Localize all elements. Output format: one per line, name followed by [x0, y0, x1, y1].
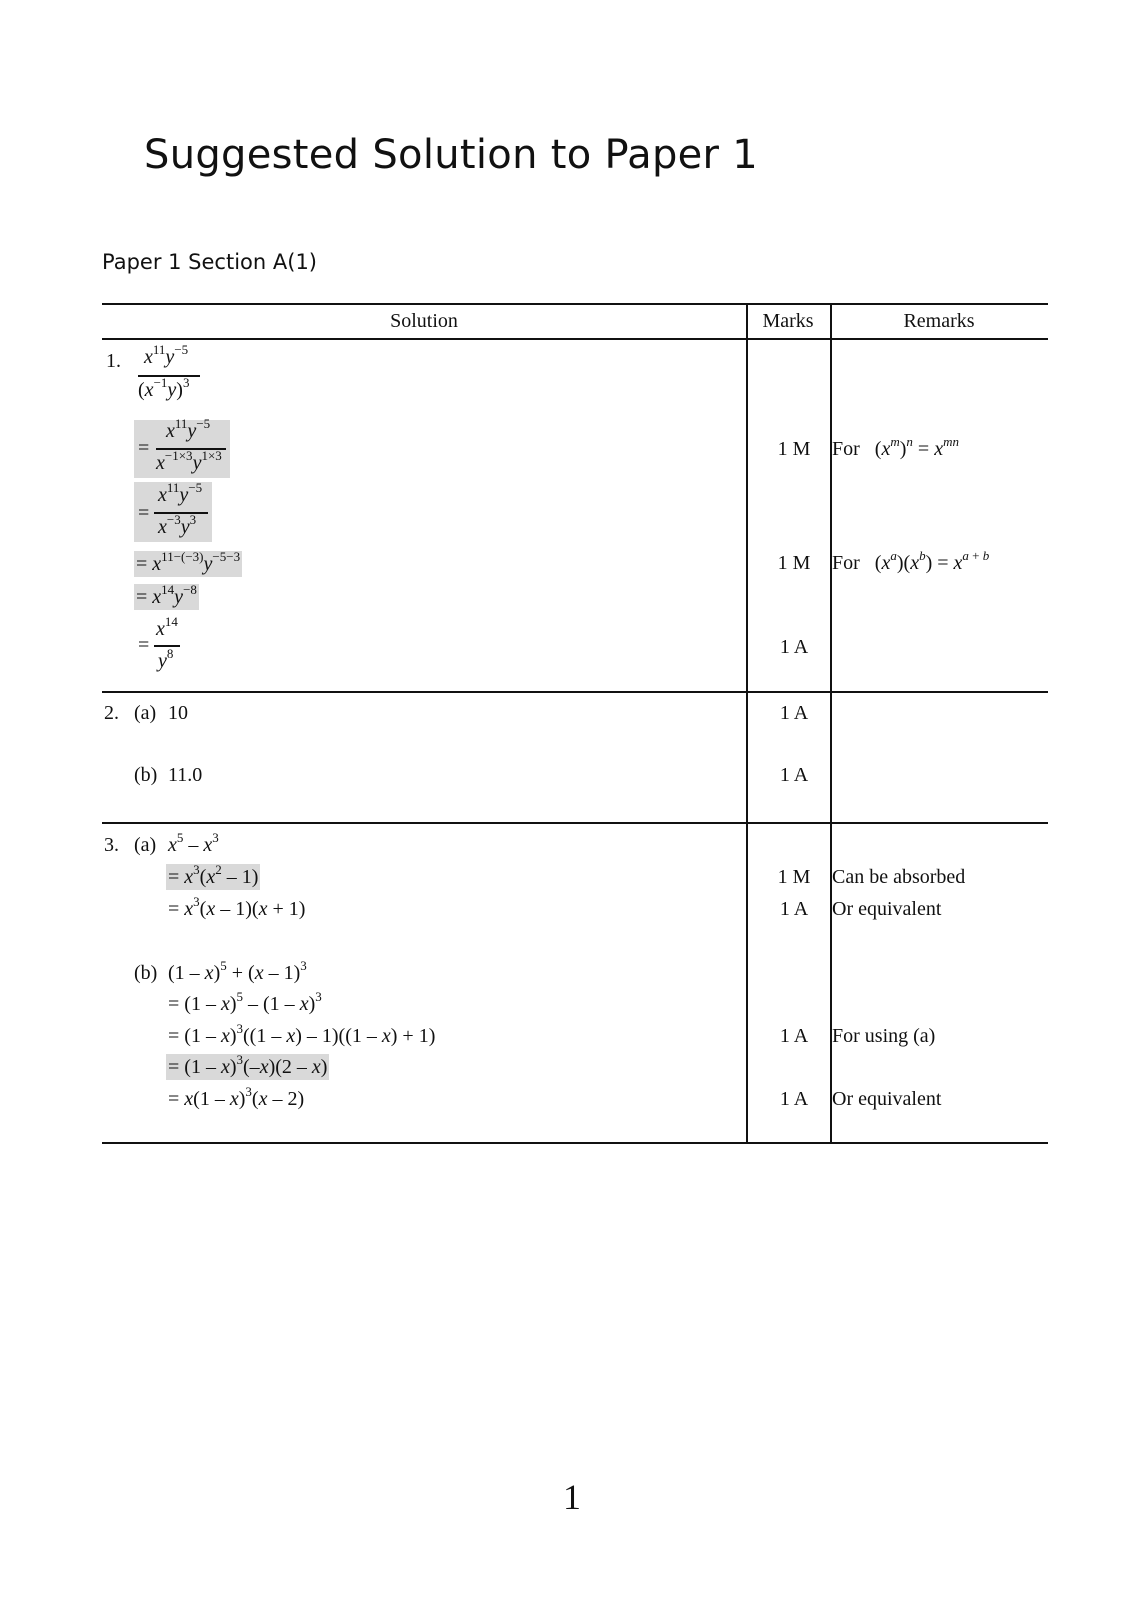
q2a-answer: 10: [168, 702, 188, 724]
q2a-label: (a): [134, 702, 157, 724]
q3b-label: (b): [134, 962, 158, 984]
question-number: 3.: [104, 834, 119, 856]
q1-step-3: = $x^{11-(-3)}y^{-5-3}$: [136, 549, 241, 575]
q3-remark-2: Or equivalent: [832, 898, 942, 920]
q3a-label: (a): [134, 834, 157, 856]
header-bottom-rule: [102, 338, 1048, 340]
q1-mark-2: 1 M: [777, 552, 811, 574]
q1-remark-2: For $(x^a)(x^b) = x^{a + b}$: [832, 548, 990, 574]
row-divider: [102, 822, 1048, 824]
q2b-label: (b): [134, 764, 158, 786]
q3a-expression: $x^5 - x^3$: [168, 830, 219, 856]
table-bottom-rule: [102, 1142, 1048, 1144]
header-solution: Solution: [390, 310, 458, 332]
question-number: 1.: [106, 350, 121, 372]
header-remarks: Remarks: [903, 310, 975, 332]
q1-step-4: = $x^{14}y^{-8}$: [136, 582, 197, 608]
q3-mark-4: 1 A: [779, 1088, 809, 1110]
row-divider: [102, 691, 1048, 693]
q3-remark-4: Or equivalent: [832, 1088, 942, 1110]
q3a-step-1: = $x^3(x^2 - 1)$: [168, 862, 259, 888]
q3a-step-2: = $x^3(x - 1)(x + 1)$: [168, 894, 306, 920]
q3b-step-4: = x(1 – x)$^3$(x – 2): [168, 1084, 305, 1110]
q2b-mark: 1 A: [779, 764, 809, 786]
q3b-expression: (1 – x)$^5$ + (x – 1)$^3$: [168, 958, 307, 984]
table-top-rule: [102, 303, 1048, 305]
q3-remark-3: For using (a): [832, 1025, 936, 1047]
q3-mark-3: 1 A: [779, 1025, 809, 1047]
question-number: 2.: [104, 702, 119, 724]
page-title: Suggested Solution to Paper 1: [144, 132, 759, 178]
q1-mark-3: 1 A: [779, 636, 809, 658]
q3b-step-2: = (1 – x)$^3$((1 – x) – 1)((1 – x) + 1): [168, 1021, 436, 1047]
section-heading: Paper 1 Section A(1): [102, 250, 317, 274]
q2a-mark: 1 A: [779, 702, 809, 724]
q2b-answer: 11.0: [168, 764, 203, 786]
q3b-step-3: = (1 – x)$^3$(–x)(2 – x): [168, 1052, 328, 1078]
q3-remark-1: Can be absorbed: [832, 866, 966, 888]
q3b-step-1: = (1 – x)$^5$ – (1 – x)$^3$: [168, 989, 322, 1015]
header-marks: Marks: [762, 310, 814, 332]
q1-mark-1: 1 M: [777, 438, 811, 460]
q1-remark-1: For $(x^m)^n = x^{mn}$: [832, 434, 959, 460]
q3-mark-2: 1 A: [779, 898, 809, 920]
q3-mark-1: 1 M: [777, 866, 811, 888]
page-number: 1: [563, 1477, 581, 1517]
